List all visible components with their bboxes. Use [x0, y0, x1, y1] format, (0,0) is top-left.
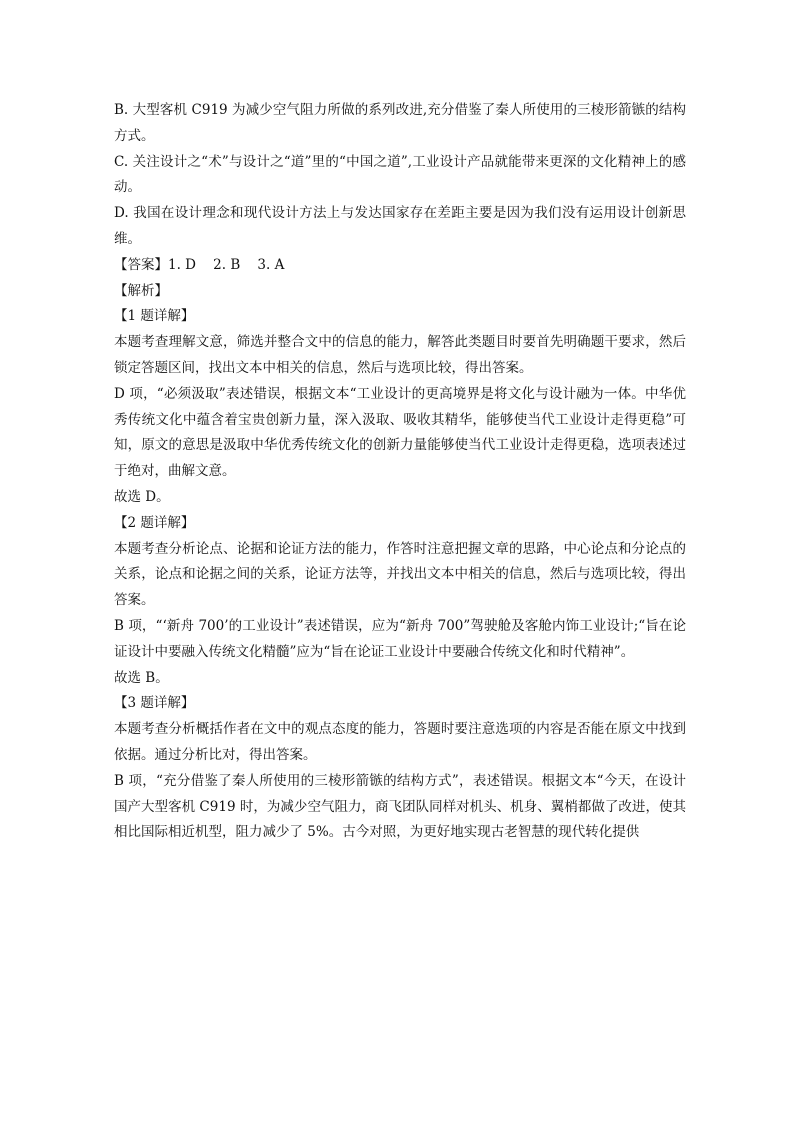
q1-heading: 【1 题详解】: [114, 308, 195, 325]
q3-heading: 【3 题详解】: [114, 695, 195, 712]
q1-conclusion: 故选 D。: [114, 488, 170, 505]
q1-detail: D 项，“必须汲取”表述错误，根据文本“工业设计的更高境界是将文化与设计融为一体。中华优秀传统文化中蕴含着宝贵创新力量，深入汲取、吸收其精华，能够使当代工业设计走得更稳”可知，原文的意思是汲取中华优秀传统文化的创新力量能够使当代工业设计走得更稳，选项表述过于绝对，曲解文意。: [114, 385, 686, 480]
option-d: D. 我国在设计理念和现代设计方法上与发达国家存在差距主要是因为我们没有运用设计创新思维。: [114, 205, 686, 247]
q2-detail: B 项，“‘新舟 700’的工业设计”表述错误，应为“新舟 700”驾驶舱及客舱内饰工业设计;“旨在论证设计中要融入传统文化精髓”应为“旨在论证工业设计中要融合传统文化和时代精神”。: [114, 617, 686, 660]
q2-intro: 本题考查分析论点、论据和论证方法的能力，作答时注意把握文章的思路，中心论点和分论点的关系，论点和论据之间的关系，论证方法等，并找出文本中相关的信息，然后与选项比较，得出答案。: [114, 540, 686, 609]
q3-detail: B 项，“充分借鉴了秦人所使用的三棱形箭镞的结构方式”，表述错误。根据文本“今天，在设计国产大型客机 C919 时，为减少空气阻力，商飞团队同样对机头、机身、翼梢都做了改进，使其相比国际相近机型，阻力减少了 5%。古今对照，为更好地实现古老智慧的现代转化提供: [114, 772, 686, 841]
q3-intro: 本题考查分析概括作者在文中的观点态度的能力，答题时要注意选项的内容是否能在原文中找到依据。通过分析比对，得出答案。: [114, 721, 686, 763]
q2-heading: 【2 题详解】: [114, 514, 195, 531]
analysis-heading: 【解析】: [114, 282, 168, 299]
answer-line: 【答案】1. D 2. B 3. A: [114, 256, 285, 273]
option-b: B. 大型客机 C919 为减少空气阻力所做的系列改进,充分借鉴了秦人所使用的三棱形箭镞的结构方式。: [114, 102, 686, 144]
option-c: C. 关注设计之“术”与设计之“道”里的“中国之道”,工业设计产品就能带来更深的文化精神上的感动。: [114, 153, 686, 196]
q2-conclusion: 故选 B。: [114, 669, 169, 686]
q1-intro: 本题考查理解文意，筛选并整合文中的信息的能力，解答此类题目时要首先明确题干要求，然后锁定答题区间，找出文本中相关的信息，然后与选项比较，得出答案。: [114, 334, 686, 376]
document-body: [114, 98, 686, 846]
